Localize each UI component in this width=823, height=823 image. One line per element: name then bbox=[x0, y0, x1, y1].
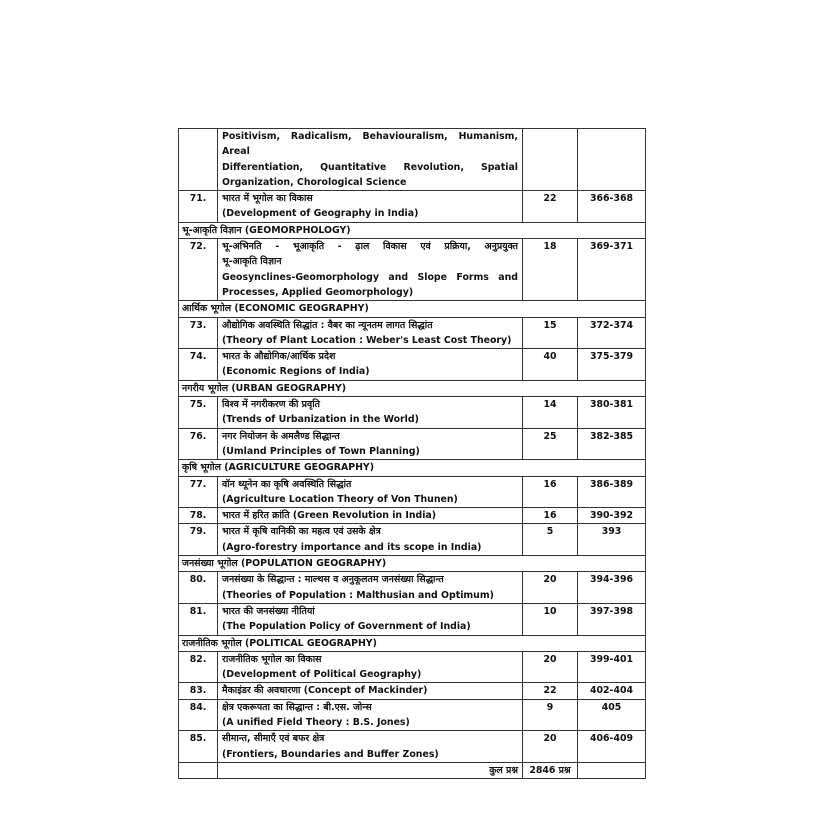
topic-hindi: क्षेत्र एकरूपता का सिद्धान्त : बी.एस. जोन्स bbox=[222, 701, 372, 713]
table-row bbox=[179, 476, 646, 508]
page-range: 399-401 bbox=[578, 651, 646, 683]
section-label: राजनीतिक भूगोल (POLITICAL GEOGRAPHY) bbox=[179, 635, 646, 651]
topic-hindi: सीमान्त, सीमाएँ एवं बफर क्षेत्र bbox=[222, 733, 325, 745]
item-number: 71. bbox=[179, 191, 218, 223]
section-header bbox=[179, 460, 646, 476]
total-label: कुल प्रश्न bbox=[218, 762, 523, 778]
page-range: 375-379 bbox=[578, 349, 646, 381]
section-label: कृषि भूगोल (AGRICULTURE GEOGRAPHY) bbox=[179, 460, 646, 476]
topic-line: Differentiation, Quantitative Revolution, Spatial bbox=[222, 161, 518, 173]
table-row bbox=[179, 651, 646, 683]
table-row bbox=[179, 239, 646, 301]
question-count: 16 bbox=[523, 476, 578, 508]
topic-english: (Umland Principles of Town Planning) bbox=[222, 445, 420, 457]
total-row bbox=[179, 762, 646, 778]
question-count: 20 bbox=[523, 572, 578, 604]
question-count: 20 bbox=[523, 651, 578, 683]
topic-cell bbox=[218, 349, 523, 381]
section-header bbox=[179, 556, 646, 572]
topic-cell bbox=[218, 683, 523, 699]
topic-cell bbox=[218, 524, 523, 556]
topic-line: Organization, Chorological Science bbox=[222, 176, 407, 188]
topic-hindi: वॉन थ्यूनेन का कृषि अवस्थिति सिद्धांत bbox=[222, 478, 352, 490]
topic-hindi: भारत के औद्योगिक/आर्थिक प्रदेश bbox=[222, 351, 336, 363]
topic-hindi: भारत में भूगोल का विकास bbox=[222, 193, 313, 205]
topic-english: (Frontiers, Boundaries and Buffer Zones) bbox=[222, 748, 439, 760]
total-value: 2846 प्रश्न bbox=[523, 762, 578, 778]
topic-cell bbox=[218, 239, 523, 301]
topic-cell bbox=[218, 731, 523, 763]
table-of-contents bbox=[178, 128, 646, 779]
topic-hindi: भू-अभिनति - भूआकृति - ढ़ाल विकास एवं प्रक्रिया, अनुप्रयुक्त bbox=[222, 241, 518, 253]
topic-hindi: विश्व में नगरीकरण की प्रवृति bbox=[222, 399, 321, 411]
section-label: नगरीय भूगोल (URBAN GEOGRAPHY) bbox=[179, 380, 646, 396]
pages-cell bbox=[578, 129, 646, 191]
table-row bbox=[179, 317, 646, 349]
table-row bbox=[179, 699, 646, 731]
table-row bbox=[179, 603, 646, 635]
page-range: 406-409 bbox=[578, 731, 646, 763]
item-number: 75. bbox=[179, 397, 218, 429]
topic-cell bbox=[218, 397, 523, 429]
topic-hindi: भारत में कृषि वानिकी का महत्व एवं उसके क्षेत्र bbox=[222, 526, 381, 538]
topic-line: Positivism, Radicalism, Behaviouralism, Humanism, Areal bbox=[222, 131, 518, 158]
page-range: 402-404 bbox=[578, 683, 646, 699]
page-range: 366-368 bbox=[578, 191, 646, 223]
question-count: 10 bbox=[523, 603, 578, 635]
table-row bbox=[179, 349, 646, 381]
topic-english: (A unified Field Theory : B.S. Jones) bbox=[222, 716, 410, 728]
page-range: 394-396 bbox=[578, 572, 646, 604]
section-header bbox=[179, 301, 646, 317]
page-range: 390-392 bbox=[578, 508, 646, 524]
page-range: 397-398 bbox=[578, 603, 646, 635]
topic-hindi: जनसंख्या के सिद्धान्त : माल्थस व अनुकूलतम जनसंख्या सिद्धान्त bbox=[222, 574, 444, 586]
topic-single: भारत में हरित क्रांति (Green Revolution in India) bbox=[222, 510, 437, 522]
item-number: 83. bbox=[179, 683, 218, 699]
item-number: 80. bbox=[179, 572, 218, 604]
question-count: 5 bbox=[523, 524, 578, 556]
page-range: 405 bbox=[578, 699, 646, 731]
page-range: 393 bbox=[578, 524, 646, 556]
section-label: आर्थिक भूगोल (ECONOMIC GEOGRAPHY) bbox=[179, 301, 646, 317]
question-count: 40 bbox=[523, 349, 578, 381]
topic-english: (Development of Political Geography) bbox=[222, 669, 422, 681]
topic-hindi: नगर नियोजन के अमलैण्ड सिद्धान्त bbox=[222, 430, 340, 442]
topic-cell bbox=[218, 428, 523, 460]
topic-english: (Economic Regions of India) bbox=[222, 366, 370, 378]
table-row bbox=[179, 683, 646, 699]
page-range: 386-389 bbox=[578, 476, 646, 508]
topic-english: (Theory of Plant Location : Weber's Least Cost Theory) bbox=[222, 334, 512, 346]
item-number: 78. bbox=[179, 508, 218, 524]
question-count: 9 bbox=[523, 699, 578, 731]
topic-english: (The Population Policy of Government of India) bbox=[222, 621, 471, 633]
num-cell bbox=[179, 129, 218, 191]
section-label: भू-आकृति विज्ञान (GEOMORPHOLOGY) bbox=[179, 222, 646, 238]
questions-cell bbox=[523, 129, 578, 191]
topic-hindi: भू-आकृति विज्ञान bbox=[222, 256, 282, 268]
topic-english: (Agriculture Location Theory of Von Thunen) bbox=[222, 493, 458, 505]
page-range: 380-381 bbox=[578, 397, 646, 429]
item-number: 72. bbox=[179, 239, 218, 301]
table-row-continuation bbox=[179, 129, 646, 191]
topic-hindi: राजनीतिक भूगोल का विकास bbox=[222, 653, 322, 665]
question-count: 20 bbox=[523, 731, 578, 763]
table-row bbox=[179, 191, 646, 223]
item-number: 74. bbox=[179, 349, 218, 381]
topic-hindi: औद्योगिक अवस्थिति सिद्धांत : वैबर का न्यूनतम लागत सिद्धांत bbox=[222, 319, 433, 331]
topic-cell bbox=[218, 317, 523, 349]
topic-english: (Agro-forestry importance and its scope in India) bbox=[222, 541, 482, 553]
question-count: 25 bbox=[523, 428, 578, 460]
topic-english: (Development of Geography in India) bbox=[222, 208, 419, 220]
topic-cell bbox=[218, 572, 523, 604]
item-number: 73. bbox=[179, 317, 218, 349]
table-row bbox=[179, 731, 646, 763]
topic-english: Geosynclines-Geomorphology and Slope Forms and bbox=[222, 271, 518, 283]
item-number: 84. bbox=[179, 699, 218, 731]
item-number: 79. bbox=[179, 524, 218, 556]
topic-cell bbox=[218, 191, 523, 223]
question-count: 18 bbox=[523, 239, 578, 301]
topic-single: मैकाइंडर की अवधारणा (Concept of Mackinder) bbox=[222, 685, 428, 697]
topic-hindi: भारत की जनसंख्या नीतियां bbox=[222, 605, 315, 617]
num-cell bbox=[179, 762, 218, 778]
item-number: 85. bbox=[179, 731, 218, 763]
question-count: 22 bbox=[523, 683, 578, 699]
topic-cell bbox=[218, 651, 523, 683]
table-row bbox=[179, 428, 646, 460]
section-header bbox=[179, 222, 646, 238]
question-count: 14 bbox=[523, 397, 578, 429]
item-number: 76. bbox=[179, 428, 218, 460]
topic-english: Processes, Applied Geomorphology) bbox=[222, 286, 414, 298]
page-range: 369-371 bbox=[578, 239, 646, 301]
page-range: 372-374 bbox=[578, 317, 646, 349]
topic-cell bbox=[218, 603, 523, 635]
table-row bbox=[179, 397, 646, 429]
section-header bbox=[179, 635, 646, 651]
item-number: 82. bbox=[179, 651, 218, 683]
pages-cell bbox=[578, 762, 646, 778]
section-label: जनसंख्या भूगोल (POPULATION GEOGRAPHY) bbox=[179, 556, 646, 572]
question-count: 15 bbox=[523, 317, 578, 349]
question-count: 16 bbox=[523, 508, 578, 524]
table-row bbox=[179, 524, 646, 556]
table-row bbox=[179, 508, 646, 524]
topic-cell bbox=[218, 476, 523, 508]
page-range: 382-385 bbox=[578, 428, 646, 460]
topic-english: (Trends of Urbanization in the World) bbox=[222, 414, 419, 426]
question-count: 22 bbox=[523, 191, 578, 223]
item-number: 77. bbox=[179, 476, 218, 508]
item-number: 81. bbox=[179, 603, 218, 635]
topic-english: (Theories of Population : Malthusian and Optimum) bbox=[222, 589, 494, 601]
topic-cell bbox=[218, 129, 523, 191]
table-row bbox=[179, 572, 646, 604]
topic-cell bbox=[218, 508, 523, 524]
topic-cell bbox=[218, 699, 523, 731]
section-header bbox=[179, 380, 646, 396]
